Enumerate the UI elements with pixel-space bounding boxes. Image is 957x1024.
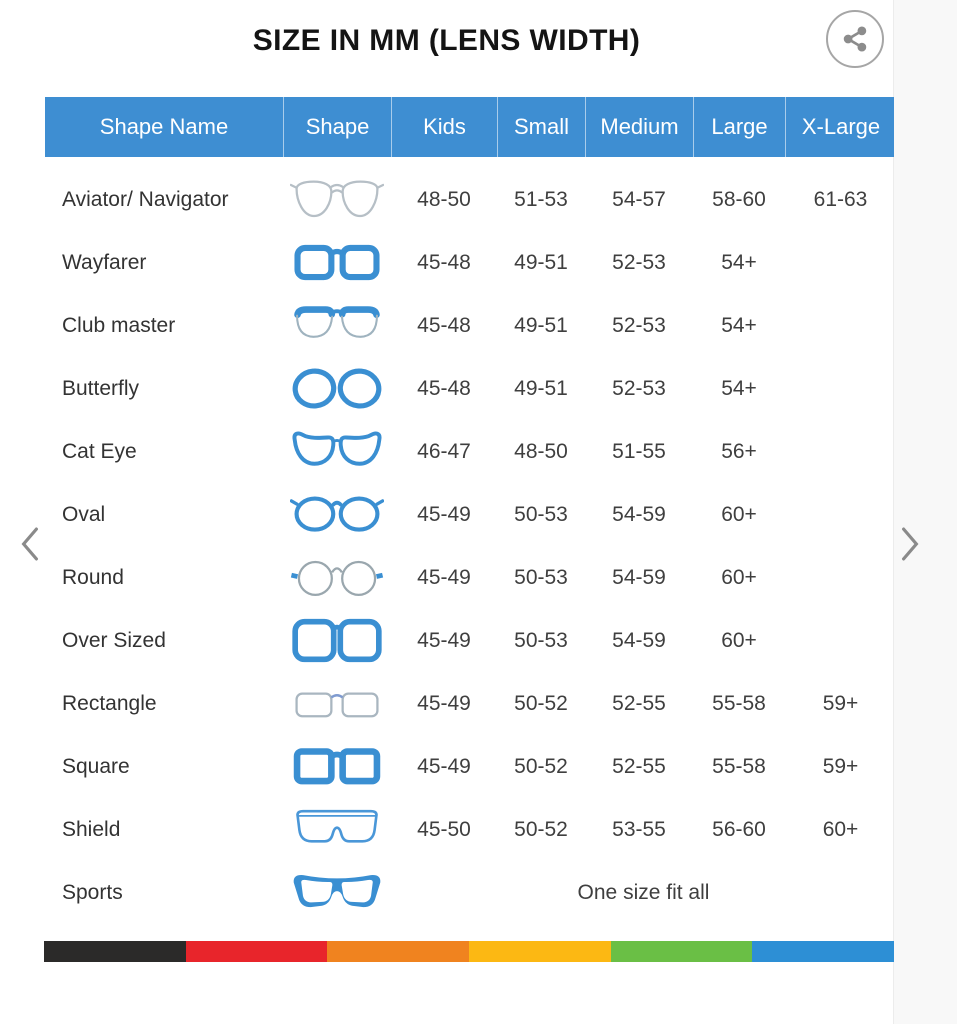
kids-size-cell: 45-48	[417, 376, 471, 400]
large-size-cell: 55-58	[712, 754, 766, 778]
kids-size-cell: 45-50	[417, 817, 471, 841]
shape-name-cell: Over Sized	[62, 628, 166, 652]
table-row	[45, 294, 896, 357]
butterfly-glasses-icon	[283, 364, 391, 414]
table-row	[45, 168, 896, 231]
carousel-next-button[interactable]	[890, 520, 930, 568]
shape-name-cell: Butterfly	[62, 376, 140, 400]
column-header-small: Small	[497, 97, 585, 157]
column-header-xlarge: X-Large	[785, 97, 896, 157]
color-bar-segment	[186, 941, 328, 962]
table-row	[45, 357, 896, 420]
color-bar-segment	[611, 941, 753, 962]
table-row	[45, 609, 896, 672]
medium-size-cell: 54-59	[612, 565, 666, 589]
kids-size-cell: 45-48	[417, 250, 471, 274]
chevron-right-icon	[897, 527, 923, 561]
table-header	[45, 97, 896, 157]
small-size-cell: 51-53	[514, 187, 568, 211]
small-size-cell: 49-51	[514, 250, 568, 274]
square-glasses-icon	[283, 742, 391, 792]
shape-name-cell: Square	[62, 754, 130, 778]
xlarge-size-cell: 61-63	[813, 187, 868, 211]
table-row	[45, 420, 896, 483]
medium-size-cell: 54-59	[612, 628, 666, 652]
table-row	[45, 483, 896, 546]
carousel-prev-button[interactable]	[10, 520, 50, 568]
small-size-cell: 50-52	[514, 817, 568, 841]
shape-name-cell: Shield	[62, 817, 121, 841]
kids-size-cell: 45-49	[417, 502, 471, 526]
kids-size-cell: 48-50	[417, 187, 471, 211]
table-row	[45, 231, 896, 294]
shape-name-cell: Aviator/ Navigator	[62, 187, 229, 211]
medium-size-cell: 52-53	[612, 313, 666, 337]
shape-name-cell: Sports	[62, 880, 123, 904]
shape-name-cell: Wayfarer	[62, 250, 147, 274]
color-bar-segment	[327, 941, 469, 962]
share-button[interactable]	[826, 10, 884, 68]
kids-size-cell: 45-48	[417, 313, 471, 337]
small-size-cell: 49-51	[514, 313, 568, 337]
table-row	[45, 546, 896, 609]
round-glasses-icon	[283, 553, 391, 603]
large-size-cell: 54+	[721, 376, 757, 400]
table-row	[45, 672, 896, 735]
clubmaster-glasses-icon	[283, 301, 391, 351]
kids-size-cell: 45-49	[417, 565, 471, 589]
small-size-cell: 50-53	[514, 565, 568, 589]
column-header-medium: Medium	[585, 97, 693, 157]
column-header-kids: Kids	[391, 97, 497, 157]
kids-size-cell: 45-49	[417, 691, 471, 715]
color-bar-segment	[469, 941, 611, 962]
table-row	[45, 735, 896, 798]
wayfarer-glasses-icon	[283, 238, 391, 288]
small-size-cell: 48-50	[514, 439, 568, 463]
large-size-cell: 60+	[721, 565, 757, 589]
small-size-cell: 49-51	[514, 376, 568, 400]
chevron-left-icon	[17, 527, 43, 561]
large-size-cell: 54+	[721, 313, 757, 337]
large-size-cell: 60+	[721, 628, 757, 652]
column-header-shape: Shape	[283, 97, 391, 157]
rectangle-glasses-icon	[283, 679, 391, 729]
large-size-cell: 54+	[721, 250, 757, 274]
one-size-note: One size fit all	[577, 880, 710, 904]
xlarge-size-cell: 59+	[822, 691, 859, 715]
medium-size-cell: 54-59	[612, 502, 666, 526]
shield-glasses-icon	[283, 805, 391, 855]
medium-size-cell: 52-55	[612, 691, 666, 715]
large-size-cell: 58-60	[712, 187, 766, 211]
share-icon	[840, 24, 870, 54]
large-size-cell: 55-58	[712, 691, 766, 715]
shape-name-cell: Club master	[62, 313, 176, 337]
color-bar-segment	[44, 941, 186, 962]
medium-size-cell: 53-55	[612, 817, 666, 841]
large-size-cell: 56-60	[712, 817, 766, 841]
shape-name-cell: Round	[62, 565, 124, 589]
kids-size-cell: 46-47	[417, 439, 471, 463]
shape-name-cell: Rectangle	[62, 691, 157, 715]
column-header-shape-name: Shape Name	[99, 114, 229, 139]
small-size-cell: 50-53	[514, 628, 568, 652]
sports-glasses-icon	[283, 868, 391, 918]
aviator-glasses-icon	[283, 175, 391, 225]
kids-size-cell: 45-49	[417, 628, 471, 652]
color-bar-segment	[752, 941, 894, 962]
small-size-cell: 50-52	[514, 754, 568, 778]
table-row	[45, 861, 896, 924]
small-size-cell: 50-52	[514, 691, 568, 715]
medium-size-cell: 52-53	[612, 376, 666, 400]
column-header-large: Large	[693, 97, 785, 157]
cateye-glasses-icon	[283, 427, 391, 477]
medium-size-cell: 52-53	[612, 250, 666, 274]
large-size-cell: 56+	[721, 439, 757, 463]
page-gutter	[894, 0, 957, 1024]
medium-size-cell: 54-57	[612, 187, 666, 211]
table-body	[45, 168, 896, 924]
oversized-glasses-icon	[283, 616, 391, 666]
table-row	[45, 798, 896, 861]
footer-color-bar	[44, 941, 894, 962]
page-title: SIZE IN MM (LENS WIDTH)	[252, 24, 641, 57]
medium-size-cell: 51-55	[612, 439, 666, 463]
small-size-cell: 50-53	[514, 502, 568, 526]
medium-size-cell: 52-55	[612, 754, 666, 778]
shape-name-cell: Oval	[62, 502, 106, 526]
xlarge-size-cell: 59+	[822, 754, 859, 778]
large-size-cell: 60+	[721, 502, 757, 526]
xlarge-size-cell: 60+	[822, 817, 859, 841]
kids-size-cell: 45-49	[417, 754, 471, 778]
oval-glasses-icon	[283, 490, 391, 540]
shape-name-cell: Cat Eye	[62, 439, 137, 463]
